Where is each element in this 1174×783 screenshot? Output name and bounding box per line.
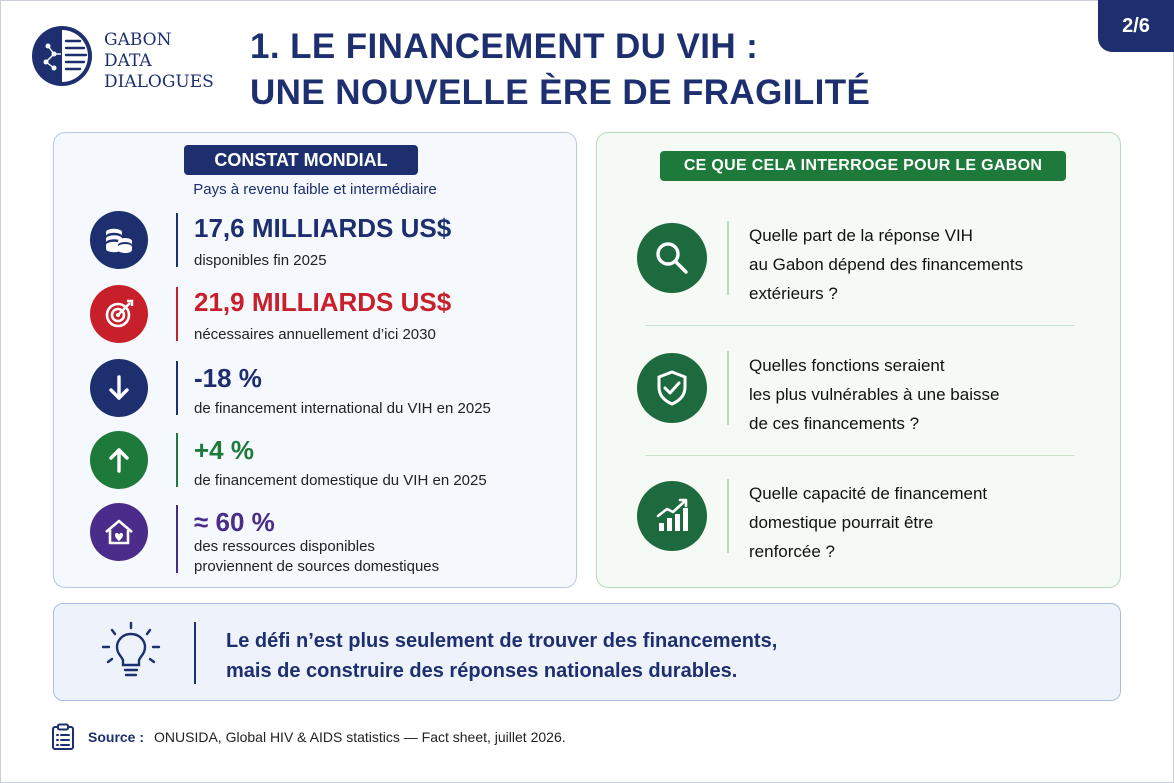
source-label: Source : [88, 729, 145, 745]
question-2 [749, 351, 999, 438]
question-1-line-1: Quelle part de la réponse VIH [749, 226, 973, 245]
stat-domestic-caption: de financement domestique du VIH en 2025 [194, 472, 487, 489]
clipboard-icon [50, 723, 76, 751]
stat-international-value: -18 % [194, 363, 262, 393]
brand-line-2: DATA [104, 51, 152, 71]
stat-share-caption-2: proviennent de sources domestiques [194, 558, 440, 575]
stat-needed-value: 21,9 MILLIARDS US$ [194, 287, 452, 317]
stat-needed-caption: nécessaires annuellement d’ici 2030 [194, 326, 436, 343]
stat-domestic-value: +4 % [194, 435, 254, 465]
global-findings-heading: CONSTAT MONDIAL [184, 145, 418, 175]
arrow-up-icon [90, 431, 148, 489]
conclusion-line-1: Le défi n’est plus seulement de trouver des financements, [226, 630, 778, 652]
question-divider [727, 479, 729, 553]
question-1-line-3: extérieurs ? [749, 284, 838, 303]
stat-available-caption: disponibles fin 2025 [194, 252, 327, 269]
stat-international-caption: de financement international du VIH en 2025 [194, 400, 491, 417]
source-footer [50, 722, 566, 752]
question-separator [645, 455, 1075, 456]
question-separator [645, 325, 1075, 326]
conclusion-line-2: mais de construire des réponses nationales durables. [226, 660, 738, 682]
question-1-line-2: au Gabon dépend des financements [749, 255, 1024, 274]
question-2-line-3: de ces financements ? [749, 414, 920, 433]
question-3-line-1: Quelle capacité de financement [749, 484, 988, 503]
question-3 [749, 479, 987, 566]
source-text: ONUSIDA, Global HIV & AIDS statistics — Fact sheet, juillet 2026. [154, 729, 566, 745]
conclusion-divider [194, 622, 196, 684]
brand-line-1: GABON [104, 30, 172, 50]
lightbulb-icon [98, 620, 164, 686]
question-2-line-2: les plus vulnérables à une baisse [749, 385, 1000, 404]
question-3-line-3: renforcée ? [749, 542, 835, 561]
stat-divider [176, 505, 178, 573]
conclusion-banner [53, 603, 1121, 701]
brand-line-3: DIALOGUES [104, 72, 214, 92]
conclusion-text [226, 626, 777, 686]
question-divider [727, 221, 729, 295]
stat-share-caption-1: des ressources disponibles [194, 538, 375, 555]
question-3-line-2: domestique pourrait être [749, 513, 934, 532]
coins-icon [90, 211, 148, 269]
brand-name [104, 30, 214, 93]
stat-divider [176, 213, 178, 267]
magnifier-icon [637, 223, 707, 293]
stat-divider [176, 361, 178, 415]
title-line-1: 1. LE FINANCEMENT DU VIH : [250, 27, 759, 66]
page-number-badge: 2/6 [1098, 0, 1174, 52]
growth-chart-icon [637, 481, 707, 551]
target-icon [90, 285, 148, 343]
title-line-2: UNE NOUVELLE ÈRE DE FRAGILITÉ [250, 73, 871, 112]
house-icon [90, 503, 148, 561]
stat-divider [176, 433, 178, 487]
stat-share-value: ≈ 60 % [194, 507, 275, 537]
question-2-line-1: Quelles fonctions seraient [749, 356, 945, 375]
stat-available-value: 17,6 MILLIARDS US$ [194, 213, 452, 243]
question-1 [749, 221, 1023, 308]
stat-divider [176, 287, 178, 341]
page-title [250, 24, 870, 116]
gabon-data-dialogues-logo [30, 24, 94, 88]
gabon-questions-heading: CE QUE CELA INTERROGE POUR LE GABON [660, 151, 1066, 181]
global-findings-subheading: Pays à revenu faible et intermédiaire [193, 181, 437, 198]
question-divider [727, 351, 729, 425]
shield-check-icon [637, 353, 707, 423]
gabon-questions-panel [596, 132, 1121, 588]
arrow-down-icon [90, 359, 148, 417]
global-findings-panel [53, 132, 577, 588]
